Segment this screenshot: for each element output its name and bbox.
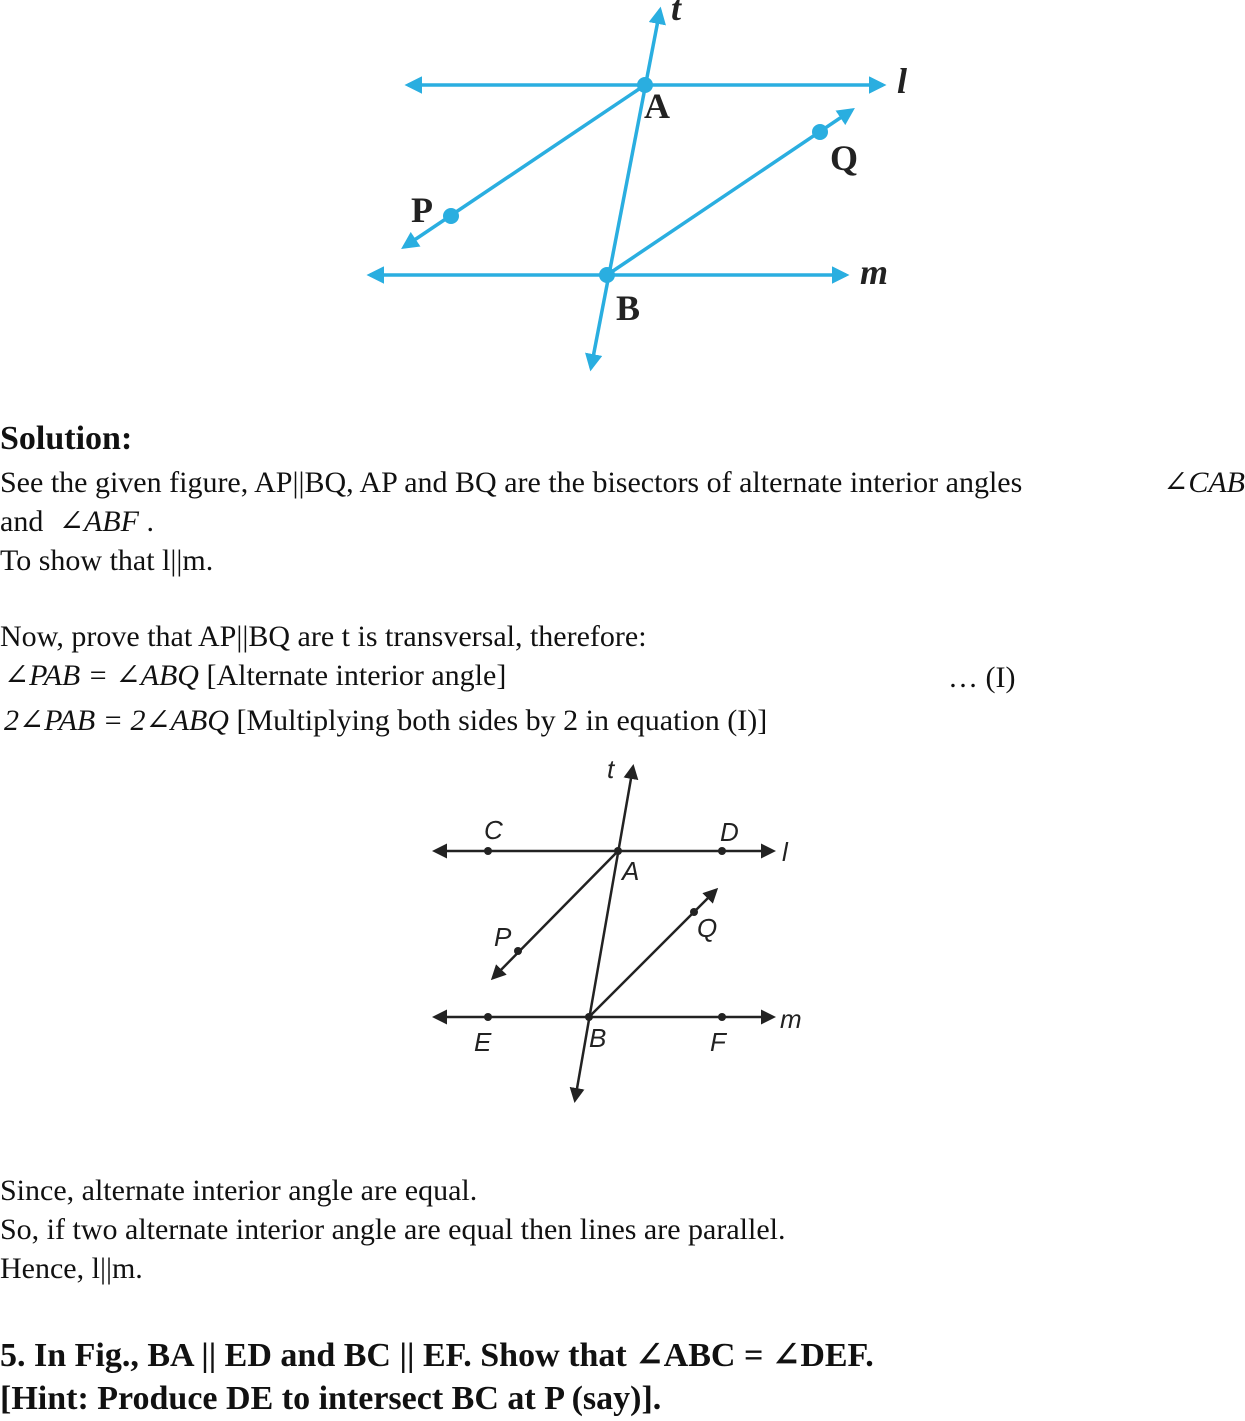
angle-abf: ∠ABF xyxy=(58,505,139,538)
label-q: Q xyxy=(830,138,859,178)
solution-line-1-text: See the given figure, AP||BQ, AP and BQ are the bisectors of alternate interior angles xyxy=(0,466,1023,499)
ray-ap xyxy=(404,85,645,247)
figure-2-line-diagram xyxy=(0,750,1245,1120)
fig2-label-a: A xyxy=(622,856,640,886)
period: . xyxy=(146,505,154,538)
fig2-label-f: F xyxy=(710,1027,726,1057)
fig2-label-c: C xyxy=(484,815,503,845)
equation-2-math: 2∠PAB = 2∠ABQ xyxy=(4,704,229,737)
fig2-point-p xyxy=(514,947,522,955)
fig2-point-a xyxy=(614,847,622,855)
fig2-label-p: P xyxy=(494,922,512,952)
solution-line-2 xyxy=(0,503,154,541)
point-p xyxy=(443,208,459,224)
solution-line-3: To show that l||m. xyxy=(0,544,214,577)
fig2-point-b xyxy=(585,1013,593,1021)
equation-1-math: ∠PAB = ∠ABQ xyxy=(4,659,199,692)
question-5-line-2: [Hint: Produce DE to intersect BC at P (say)]. xyxy=(0,1380,662,1417)
fig2-label-l: l xyxy=(782,837,788,867)
label-b: B xyxy=(616,288,641,328)
fig2-point-c xyxy=(484,847,492,855)
fig2-label-b: B xyxy=(589,1023,607,1053)
fig2-point-f xyxy=(718,1013,726,1021)
solution-line-4: Now, prove that AP||BQ are t is transversal, therefore: xyxy=(0,620,647,653)
figure-1-parallel-lines xyxy=(0,0,1245,395)
label-m: m xyxy=(860,252,889,292)
fig2-point-e xyxy=(484,1013,492,1021)
fig2-label-e: E xyxy=(474,1027,492,1057)
label-p: P xyxy=(411,190,433,230)
fig2-label-t: t xyxy=(607,754,615,784)
fig2-label-d: D xyxy=(720,817,739,847)
label-l: l xyxy=(897,61,908,101)
label-t: t xyxy=(671,0,682,28)
fig2-label-q: Q xyxy=(697,913,718,943)
equation-1-reason: [Alternate interior angle] xyxy=(206,659,507,692)
angle-cab: ∠CAB xyxy=(1163,466,1245,499)
equation-1 xyxy=(4,657,506,695)
question-5-line-1: 5. In Fig., BA || ED and BC || EF. Show that ∠ABC = ∠DEF. xyxy=(0,1337,874,1374)
solution-line-1 xyxy=(0,464,1245,502)
point-b xyxy=(599,267,615,283)
label-a: A xyxy=(644,86,670,126)
equation-2-reason: [Multiplying both sides by 2 in equation (I)] xyxy=(236,704,768,737)
and-text: and xyxy=(0,505,44,538)
point-q xyxy=(812,124,828,140)
conclusion-line-3: Hence, l||m. xyxy=(0,1252,143,1285)
conclusion-line-2: So, if two alternate interior angle are equal then lines are parallel. xyxy=(0,1213,786,1246)
conclusion-line-1: Since, alternate interior angle are equal. xyxy=(0,1174,478,1207)
solution-heading: Solution: xyxy=(0,420,133,457)
equation-2 xyxy=(4,702,767,740)
fig2-label-m: m xyxy=(780,1004,802,1034)
fig2-point-d xyxy=(718,847,726,855)
equation-1-ref: … (I) xyxy=(948,661,1016,694)
